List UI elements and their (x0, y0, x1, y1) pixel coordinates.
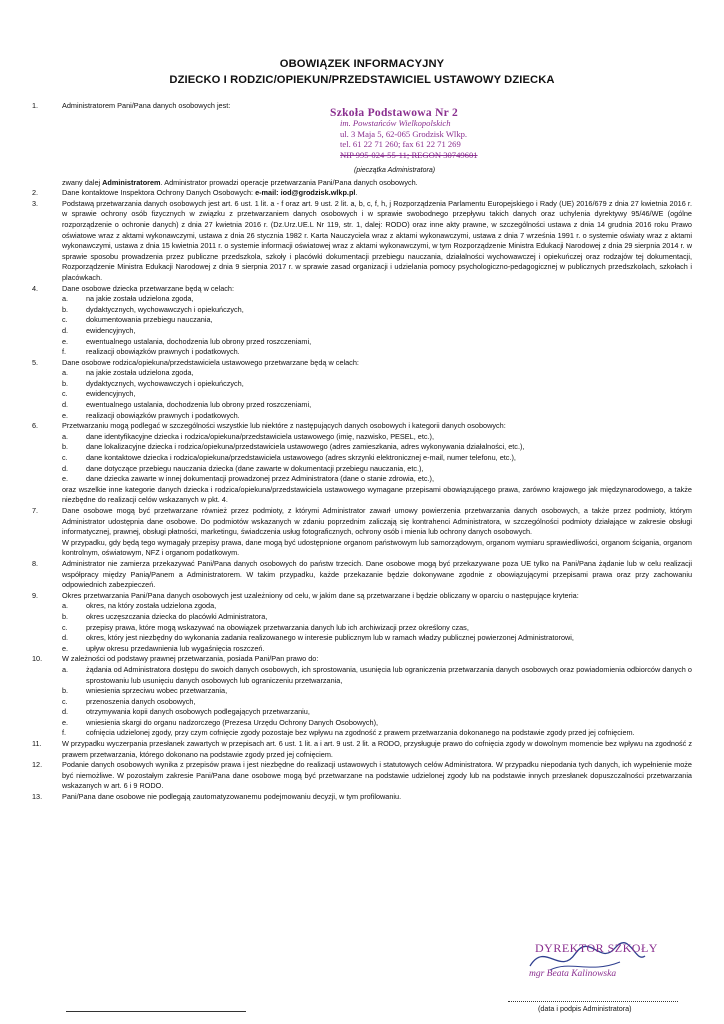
sub-item (32, 718, 692, 729)
sub-item (32, 707, 692, 718)
sub-item-letter: c. (62, 389, 68, 399)
list-item (32, 101, 692, 178)
sub-item (32, 464, 692, 475)
sub-item-text: ewentualnego ustalania, dochodzenia lub obrony przed roszczeniami, (86, 400, 312, 410)
item-number: 8. (32, 558, 39, 568)
sub-item-letter: c. (62, 453, 68, 463)
school-stamp (330, 108, 480, 161)
sub-item-letter: a. (62, 431, 69, 441)
list-item (32, 739, 692, 760)
sub-item-letter: b. (62, 611, 69, 621)
sub-item-letter: f. (62, 347, 67, 357)
item-text-bold: e-mail: iod@grodzisk.wlkp.pl (255, 188, 356, 198)
list-item (32, 421, 692, 432)
sub-item-text: dydaktycznych, wychowawczych i opiekuńczych, (86, 378, 244, 388)
sub-item-letter: d. (62, 400, 69, 410)
item-number: 7. (32, 506, 39, 515)
sub-item-letter: b. (62, 442, 69, 452)
list-item (32, 199, 692, 284)
item-text-content: Podstawą przetwarzania danych osobowych jest art. 6 ust. 1 lit. a - f oraz art. 9 ust. 2 lit. a, b, c, f, h, j Rozporządzenia Parlamentu Europejskiego i Rady (UE) 2016/679 z dnia 27 kwietnia 2016 r. w sprawie ochrony osób fizycznych w związku z przetwarzaniem danych osobowych i w sprawie swobodnego przepływu takich danych oraz uchylenia dyrektywy 95/46/WE (ogólne rozporządzenie o ochronie danych) z dnia 27 kwietnia 2016 r. (Dz.Urz.UE.L Nr 119, str. 1, dalej: RODO) oraz inne akty prawne, w szczególności ustawa z dnia 14 grudnia 2016 roku Prawo oświatowe wraz z aktami wykonawczymi, ustawa z dnia 26 stycznia 1982 r. Karta Nauczyciela wraz z aktami wykonawczymi, ustawa z dnia 7 września 1991 r. o systemie oświaty wraz z aktami wykonawczymi, ustawa z dnia 15 kwietnia 2011 r. o systemie informacji oświatowej wraz z aktami wykonawczymi, w tym Rozporządzenie Ministra Edukacji Narodowej z dnia 29 sierpnia 2014 r. w sprawie sposobu prowadzenia przez publiczne przedszkola, szkoły i placówki dokumentacji przebiegu nauczania, działalności wychowawczej i opiekuńczej oraz rodzajów tej dokumentacji, Rozporządzenie Ministra Edukacji Narodowej z dnia 9 sierpnia 2017 r. w sprawie zasad organizacji i udzielania pomocy psychologiczno-pedagogicznej w publicznych przedszkolach, szkołach i placówkach. (62, 198, 692, 282)
stamp-area (62, 106, 692, 178)
list-item (32, 760, 692, 792)
sub-item-letter: c. (62, 622, 68, 632)
item-number: 6. (32, 421, 39, 431)
sub-item-text: ewidencyjnych, (86, 325, 136, 335)
item-text-part: . (355, 188, 358, 198)
item-text (62, 188, 692, 199)
sub-item-letter: f. (62, 728, 67, 738)
sub-item-text: cofnięcia udzielonej zgody, przy czym cofnięcie zgody pozostaje bez wpływu na zgodność z prawem przetwarzania dokonanego na podstawie zgody przed jej cofnięciem. (86, 728, 635, 738)
sub-item (32, 432, 692, 443)
item-number: 12. (32, 760, 43, 770)
item-text-content: Podanie danych osobowych wynika z przepisów prawa i jest niezbędne do realizacji ustawowych i statutowych celów Administratora. W przypadku niepodania tych danych, ich wypełnienie może być niemożliwe. W pozostałym zakresie Pani/Pana dane osobowe mogą być przetwarzane na podstawie udzielonej zgody lub na podstawie innych przesłanek dopuszczalności przetwarzania wskazanych w art. 6 i 9 RODO. (62, 760, 692, 791)
stamp-line5: NIP 995-024-55-11; REGON 30749601 (340, 149, 478, 160)
item-text-content: Okres przetwarzania Pani/Pana danych osobowych jest uzależniony od celu, w jakim dane są przetwarzane i będzie obliczany w oparciu o następujące kryteria: (62, 590, 579, 600)
sub-item-text: dydaktycznych, wychowawczych i opiekuńczych, (86, 304, 244, 314)
stamp-line3: ul. 3 Maja 5, 62-065 Grodzisk Wlkp. (340, 128, 468, 139)
list-item (32, 591, 692, 602)
item-text-content: Pani/Pana dane osobowe nie podlegają zautomatyzowanemu podejmowaniu decyzji, w tym profilowaniu. (62, 792, 402, 802)
sub-item-text: realizacji obowiązków prawnych i podatkowych. (86, 347, 240, 357)
item-continuation (32, 485, 692, 506)
sub-item (32, 315, 692, 326)
sub-item-text: na jakie została udzielona zgoda, (86, 368, 194, 378)
signature-caption: (data i podpis Administratora) (538, 1004, 632, 1013)
sub-item (32, 305, 692, 316)
item-text (62, 358, 692, 369)
sub-item (32, 400, 692, 411)
clause-list (32, 101, 692, 803)
item-number: 5. (32, 357, 39, 367)
sub-item-letter: d. (62, 325, 69, 335)
list-item (32, 188, 692, 199)
sub-item (32, 442, 692, 453)
sub-item-letter: c. (62, 696, 68, 706)
item-text-part: . Administrator prowadzi operacje przetwarzania Pani/Pana danych osobowych. (160, 177, 418, 187)
sub-item-text: żądania od Administratora dostępu do swoich danych osobowych, ich sprostowania, usunięcia lub ograniczenia przetwarzania danych osobowych oraz powiadomienia odbiorców danych o sprostowaniu lub usunięciu danych osobowych lub ograniczeniu przetwarzania, (86, 664, 692, 685)
item-text (62, 284, 692, 295)
sub-item (32, 623, 692, 634)
sub-item (32, 379, 692, 390)
sub-item (32, 326, 692, 337)
sub-item (32, 368, 692, 379)
sub-item (32, 453, 692, 464)
item-text (62, 178, 692, 189)
list-item (32, 506, 692, 538)
item-number: 3. (32, 198, 39, 208)
item-text-content: W zależności od podstawy prawnej przetwarzania, posiada Pani/Pan prawo do: (62, 654, 319, 664)
sub-item-text: wniesienia sprzeciwu wobec przetwarzania, (86, 686, 228, 696)
sub-item-text: okres, który jest niezbędny do wykonania zadania realizowanego w interesie publicznym lub w ramach władzy publicznej powierzonej Administratorowi, (86, 633, 574, 643)
list-item (32, 284, 692, 295)
sub-item (32, 686, 692, 697)
item-text (62, 506, 692, 538)
list-item (32, 559, 692, 591)
sub-item (32, 474, 692, 485)
item-continuation-text: oraz wszelkie inne kategorie danych dziecka i rodzica/opiekuna/przedstawiciela ustawowego wymagane przepisami obowiązującego prawa, zarówno krajowego jak międzynarodowego, a także niezbędne do realizacji celów wskazanych w pkt. 4. (62, 484, 692, 505)
sub-item (32, 644, 692, 655)
sub-item (32, 389, 692, 400)
item-number: 4. (32, 283, 39, 293)
list-item (32, 358, 692, 369)
sub-item-letter: b. (62, 686, 69, 696)
sub-item-text: przenoszenia danych osobowych, (86, 696, 196, 706)
item-text-content: Dane osobowe mogą być przetwarzane również przez podmioty, z którymi Administrator zawarł umowy powierzenia przetwarzania danych osobowych, a także przez podmioty, którym Administrator udostępnia dane osobowe. Do podmiotów wskazanych w zdaniu poprzednim zaliczają się kontrahenci Administratora, w szczególności podmioty działające w zakresie obsługi informatycznej, prawnej, obsługi płatności, marketingu, świadczenia usług fotograficznych, ochrony osób i mienia lub ochrony danych osobowych. (62, 506, 692, 537)
sub-item-text: dane kontaktowe dziecka i rodzica/opiekuna/przedstawiciela ustawowego (adres skrzynki elektronicznej e-mail, numer telefonu, etc.), (86, 453, 516, 463)
stamp-line4: tel. 61 22 71 260; fax 61 22 71 269 (340, 139, 461, 150)
item-text (62, 559, 692, 591)
stamp-line1: Szkoła Podstawowa Nr 2 (330, 106, 459, 119)
item-text (62, 760, 692, 792)
sub-item-text: dokumentowania przebiegu nauczania, (86, 315, 213, 325)
sub-item-letter: b. (62, 378, 69, 388)
list-item (32, 654, 692, 665)
sub-item-letter: a. (62, 294, 69, 304)
sub-item (32, 347, 692, 358)
item-text-part: Dane kontaktowe Inspektora Ochrony Danych Osobowych: (62, 188, 256, 198)
stamp-caption: (pieczątka Administratora) (354, 166, 436, 174)
item-number: 13. (32, 792, 43, 802)
item-continuation-text: W przypadku, gdy będą tego wymagały przepisy prawa, dane mogą być udostępnione organom państwowym lub samorządowym, organom wymiaru sprawiedliwości, organom ścigania, organom kontrolnym, oświatowym, NFZ i organom podatkowym. (62, 537, 692, 558)
sub-item-letter: e. (62, 410, 69, 420)
document-subtitle: DZIECKO I RODZIC/OPIEKUN/PRZEDSTAWICIEL USTAWOWY DZIECKA (169, 74, 555, 86)
item-number: 1. (32, 101, 39, 110)
item-text-content: Administrator nie zamierza przekazywać Pani/Pana danych osobowych do państw trzecich. Dane osobowe mogą być przekazywane poza UE tylko na Pani/Pana żądanie lub w celu realizacji współpracy między Panią/Panem a Administratorem. W takim przypadku, każde przekazanie będzie dokonywane zgodnie z obowiązującymi przepisami prawa oraz przy zachowaniu odpowiednich zabezpieczeń. (62, 558, 692, 590)
sub-item-letter: a. (62, 368, 69, 378)
item-text (62, 654, 692, 665)
sub-item (32, 665, 692, 686)
sub-item-letter: a. (62, 664, 69, 674)
sub-item (32, 633, 692, 644)
sub-item-text: ewentualnego ustalania, dochodzenia lub obrony przed roszczeniami, (86, 336, 312, 346)
sub-item-text: realizacji obowiązków prawnych i podatkowych. (86, 410, 240, 420)
item-text (62, 199, 692, 284)
sub-item-letter: d. (62, 633, 69, 643)
item-text-bold: Administratorem (102, 177, 161, 187)
sub-item-text: upływ okresu przedawnienia lub wygaśnięcia roszczeń. (86, 643, 265, 653)
sub-item-text: otrzymywania kopii danych osobowych podlegających przetwarzaniu, (86, 707, 310, 717)
sub-item-text: przepisy prawa, które mogą wskazywać na obowiązek przetwarzania danych lub ich archiwizacji przez określony czas, (86, 622, 469, 632)
sub-item-text: na jakie została udzielona zgoda, (86, 294, 194, 304)
item-number: 11. (32, 739, 42, 749)
list-item (32, 792, 692, 803)
sub-item-letter: e. (62, 474, 69, 484)
sub-item-text: dane lokalizacyjne dziecka i rodzica/opiekuna/przedstawiciela ustawowego (adres zamieszkania, adres wykonywania działalności, etc.), (86, 442, 525, 452)
sub-item-text: dane dotyczące przebiegu nauczania dziecka (dane zawarte w dokumentacji przebiegu nauczania, etc.), (86, 463, 424, 473)
item-text-content: Administratorem Pani/Pana danych osobowych jest: (62, 101, 231, 110)
sub-item-letter: d. (62, 463, 69, 473)
sub-item-text: dane dziecka zawarte w innej dokumentacji prowadzonej przez Administratora (dane o stanie zdrowia, etc.), (86, 474, 434, 484)
stamp-line2: im. Powstańców Wielkopolskich (340, 118, 451, 129)
sub-item-letter: e. (62, 717, 69, 727)
item-continuation (32, 538, 692, 559)
item-text-content: Dane osobowe rodzica/opiekuna/przedstawiciela ustawowego przetwarzane będą w celach: (62, 357, 359, 367)
sub-item-letter: e. (62, 336, 69, 346)
item-text (62, 792, 692, 803)
signature-line (508, 1001, 678, 1002)
item-text-content: W przypadku wyczerpania przesłanek zawartych w przepisach art. 6 ust. 1 lit. a i art. 9 ust. 2 lit. a RODO, przysługuje prawo do cofnięcia zgody w dowolnym momencie bez wpływu na zgodność z prawem przetwarzania, którego dokonano na podstawie zgody przed jej cofnięciem. (62, 739, 692, 759)
sub-item-text: dane identyfikacyjne dziecka i rodzica/opiekuna/przedstawiciela ustawowego (imię, nazwisko, PESEL, etc.), (86, 431, 434, 441)
item-text (62, 591, 692, 602)
list-item (32, 178, 692, 189)
sub-item-text: okres uczęszczania dziecka do placówki Administratora, (86, 611, 268, 621)
item-text (62, 421, 692, 432)
sub-item-letter: d. (62, 707, 69, 717)
signature-role: DYREKTOR SZKOŁY (535, 941, 658, 955)
sub-item (32, 411, 692, 422)
sub-item (32, 294, 692, 305)
item-text-content: Dane osobowe dziecka przetwarzane będą w celach: (62, 283, 234, 293)
signature-name: mgr Beata Kalinowska (529, 969, 617, 979)
item-text-part: zwany dalej (62, 177, 103, 187)
sub-item (32, 337, 692, 348)
sub-item-letter: b. (62, 304, 69, 314)
sub-item-letter: a. (62, 601, 69, 611)
sub-item-text: okres, na który została udzielona zgoda, (86, 601, 217, 611)
sub-item (32, 697, 692, 708)
item-number: 9. (32, 590, 39, 600)
sub-item-letter: e. (62, 643, 69, 653)
sub-item-letter: c. (62, 315, 68, 325)
document-title: OBOWIĄZEK INFORMACYJNY (279, 58, 445, 70)
item-text-content: Przetwarzaniu mogą podlegać w szczególności wszystkie lub niektóre z następujących danych osobowych i kategorii danych osobowych: (62, 421, 506, 431)
item-text (62, 739, 692, 760)
footer-rule (66, 1011, 246, 1012)
sub-item (32, 728, 692, 739)
sub-item-text: wniesienia skargi do organu nadzorczego (Prezesa Urzędu Ochrony Danych Osobowych), (86, 717, 379, 727)
sub-item-text: ewidencyjnych, (86, 389, 136, 399)
item-number: 2. (32, 188, 39, 198)
sub-item (32, 612, 692, 623)
item-number: 10. (32, 654, 43, 664)
sub-item (32, 601, 692, 612)
